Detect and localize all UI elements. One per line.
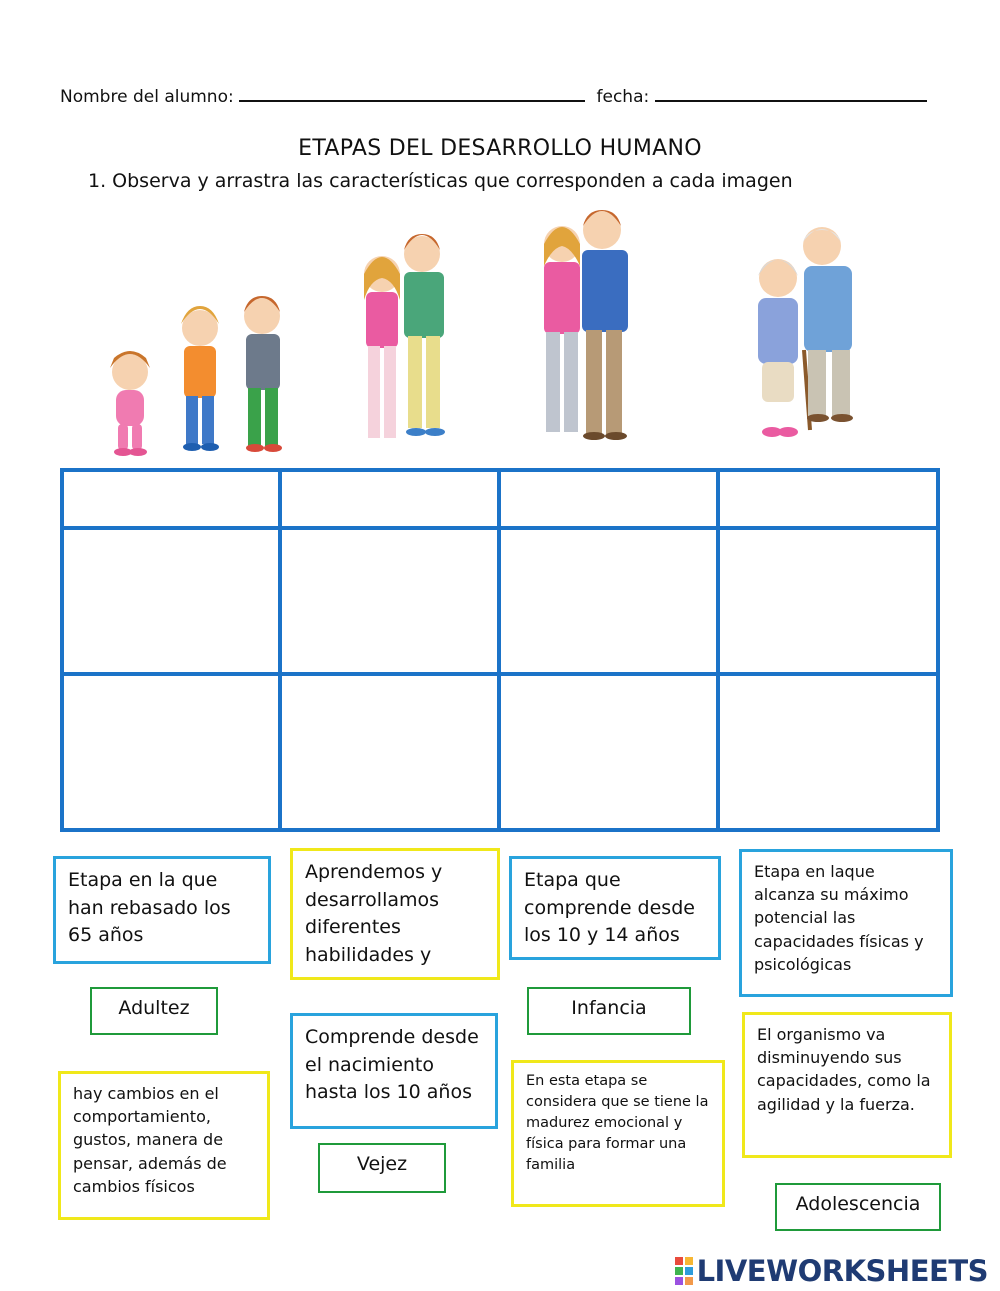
drop-cell-stage-1[interactable] — [64, 472, 278, 526]
draggable-card-65-anos[interactable]: Etapa en la que han rebasado los 65 años — [53, 856, 271, 964]
draggable-card-cambios[interactable]: hay cambios en el comportamiento, gustos, manera de pensar, además de cambios físicos — [58, 1071, 270, 1220]
logo-square — [685, 1267, 693, 1275]
drop-cell-trait-2[interactable] — [282, 676, 497, 828]
drop-cell-age-2[interactable] — [282, 530, 497, 672]
drop-cell-stage-3[interactable] — [501, 472, 716, 526]
life-stages-illustration — [80, 200, 900, 462]
drop-cell-trait-4[interactable] — [720, 676, 936, 828]
draggable-card-10-14-anos[interactable]: Etapa que comprende desde los 10 y 14 años — [509, 856, 721, 960]
logo-square — [675, 1277, 683, 1285]
name-label: Nombre del alumno: — [60, 87, 234, 107]
logo-text: LIVEWORKSHEETS — [696, 1254, 988, 1288]
draggable-card-madurez[interactable]: En esta etapa se considera que se tiene la madurez emocional y física para formar una familia — [511, 1060, 725, 1207]
draggable-label-adultez[interactable]: Adultez — [90, 987, 218, 1035]
drop-cell-trait-3[interactable] — [501, 676, 716, 828]
toddler-figure — [110, 351, 150, 456]
drop-cell-trait-1[interactable] — [64, 676, 278, 828]
date-label: fecha: — [596, 87, 650, 107]
logo-square — [685, 1257, 693, 1265]
draggable-card-organismo[interactable]: El organismo va disminuyendo sus capacidades, como la agilidad y la fuerza. — [742, 1012, 952, 1158]
draggable-label-infancia[interactable]: Infancia — [527, 987, 691, 1035]
drop-cell-stage-2[interactable] — [282, 472, 497, 526]
drop-cell-age-4[interactable] — [720, 530, 936, 672]
page-title: ETAPAS DEL DESARROLLO HUMANO — [298, 136, 702, 161]
drop-cell-age-3[interactable] — [501, 530, 716, 672]
drop-cell-age-1[interactable] — [64, 530, 278, 672]
teen-couple-figure — [364, 234, 445, 438]
drop-cell-stage-4[interactable] — [720, 472, 936, 526]
adult-couple-figure — [544, 210, 628, 440]
logo-square — [685, 1277, 693, 1285]
instruction-text: 1. Observa y arrastra las características que corresponden a cada imagen — [88, 170, 793, 192]
date-blank — [655, 84, 927, 102]
draggable-card-maximo-potencial[interactable]: Etapa en laque alcanza su máximo potencial las capacidades físicas y psicológicas — [739, 849, 953, 997]
draggable-label-adolescencia[interactable]: Adolescencia — [775, 1183, 941, 1231]
logo-icon — [675, 1257, 693, 1285]
child-figure — [181, 306, 219, 451]
draggable-card-habilidades[interactable]: Aprendemos y desarrollamos diferentes habilidades y — [290, 848, 500, 980]
elderly-couple-figure — [758, 227, 853, 437]
logo-square — [675, 1257, 683, 1265]
liveworksheets-logo — [675, 1254, 988, 1288]
preteen-figure — [244, 296, 282, 452]
draggable-card-nacimiento[interactable]: Comprende desde el nacimiento hasta los 10 años — [290, 1013, 498, 1129]
name-blank — [239, 84, 585, 102]
draggable-label-vejez[interactable]: Vejez — [318, 1143, 446, 1193]
drop-grid — [60, 468, 940, 832]
logo-square — [675, 1267, 683, 1275]
student-header — [60, 84, 927, 107]
